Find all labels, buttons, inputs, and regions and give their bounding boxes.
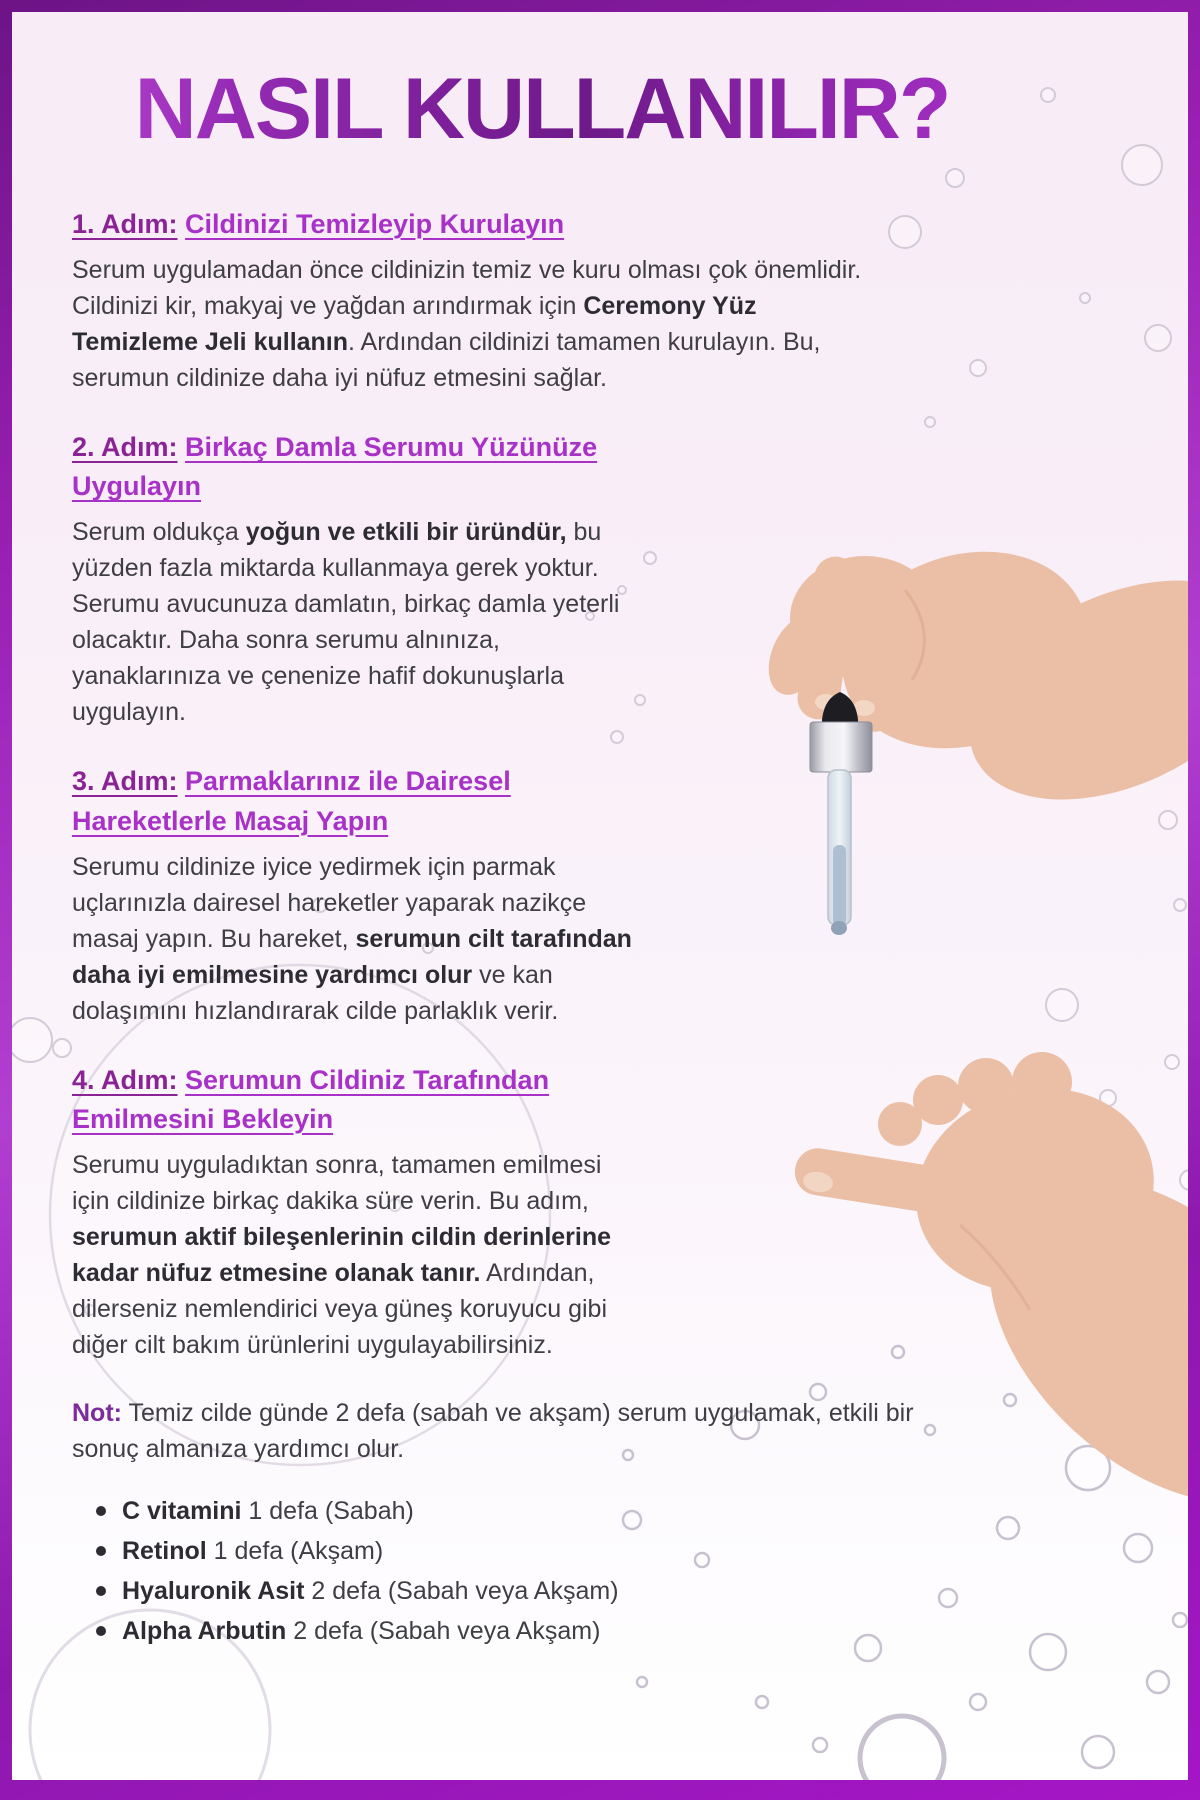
list-item-c-vitamini — [96, 1491, 856, 1531]
serum-name: C vitamini — [122, 1496, 242, 1525]
note-text: Temiz cilde günde 2 defa (sabah ve akşam) serum uygulamak, etkili bir sonuç almanıza yardımcı olur. — [72, 1398, 914, 1463]
content-column — [12, 12, 1132, 1651]
serum-frequency: 1 defa (Sabah) — [241, 1496, 414, 1525]
list-item-hyaluronik-asit — [96, 1571, 856, 1611]
step-3-heading — [72, 762, 634, 840]
step-3-body: Serumu cildinize iyice yedirmek için parmak uçlarınızla dairesel hareketler yaparak nazikçe masaj yapın. Bu hareket, serumun cilt tarafından daha iyi emilmesine yardımcı olur ve kan dolaşımını hızlandırarak cilde parlaklık verir. — [72, 852, 632, 1025]
note-label: Not: — [72, 1398, 122, 1427]
step-3-heading-text: Parmaklarınız ile Dairesel Hareketlerle Masaj Yapın — [72, 766, 511, 836]
step-2-body: Serum oldukça yoğun ve etkili bir üründür, bu yüzden fazla miktarda kullanmaya gerek yoktur. Serumu avucunuza damlatın, birkaç damla yeterli olacaktır. Daha sonra serumu alnınıza, yanaklarınıza ve çenenize hafif dokunuşlarla uygulayın. — [72, 518, 620, 727]
list-item-retinol — [96, 1531, 856, 1571]
step-1-body: Serum uygulamadan önce cildinizin temiz ve kuru olması çok önemlidir. Cildinizi kir, makyaj ve yağdan arındırmak için Ceremony Yüz Temizleme Jeli kullanın. Ardından cildinizi tamamen kurulayın. Bu, serumun cildinize daha iyi nüfuz etmesini sağlar. — [72, 256, 862, 393]
step-4-label: 4. Adım: — [72, 1064, 178, 1095]
serum-frequency: 2 defa (Sabah veya Akşam) — [304, 1576, 619, 1605]
step-4-heading-text: Serumun Cildiniz Tarafından Emilmesini Bekleyin — [72, 1064, 550, 1134]
page-canvas — [12, 12, 1188, 1780]
step-1-label: 1. Adım: — [72, 209, 178, 239]
step-4-body: Serumu uyguladıktan sonra, tamamen emilmesi için cildinize birkaç dakika süre verin. Bu adım, serumun aktif bileşenlerinin cildin derinlerine kadar nüfuz etmesine olanak tanır. Ardından, dilerseniz nemlendirici veya güneş koruyucu gibi diğer cilt bakım ürünlerini uygulayabilirsiniz. — [72, 1150, 612, 1359]
serum-name: Alpha Arbutin — [122, 1616, 287, 1645]
step-4 — [72, 1061, 1092, 1363]
serum-name: Hyaluronik Asit — [122, 1576, 305, 1605]
step-4-heading — [72, 1061, 634, 1139]
serum-name: Retinol — [122, 1536, 207, 1565]
step-2-label: 2. Adım: — [72, 432, 178, 463]
step-1-heading — [72, 205, 1092, 244]
page-title: NASIL KULLANILIR? — [62, 60, 1022, 159]
step-3-label: 3. Adım: — [72, 766, 178, 797]
usage-note — [72, 1395, 944, 1467]
serum-frequency: 2 defa (Sabah veya Akşam) — [286, 1616, 601, 1645]
step-3 — [72, 762, 1092, 1028]
step-1 — [72, 205, 1092, 396]
serum-frequency-list — [72, 1491, 856, 1651]
serum-frequency: 1 defa (Akşam) — [206, 1536, 384, 1565]
list-item-alpha-arbutin — [96, 1611, 856, 1651]
step-1-heading-text: Cildinizi Temizleyip Kurulayın — [185, 209, 565, 239]
step-2 — [72, 428, 1092, 730]
step-2-heading-text: Birkaç Damla Serumu Yüzünüze Uygulayın — [72, 432, 598, 502]
step-2-heading — [72, 428, 634, 506]
